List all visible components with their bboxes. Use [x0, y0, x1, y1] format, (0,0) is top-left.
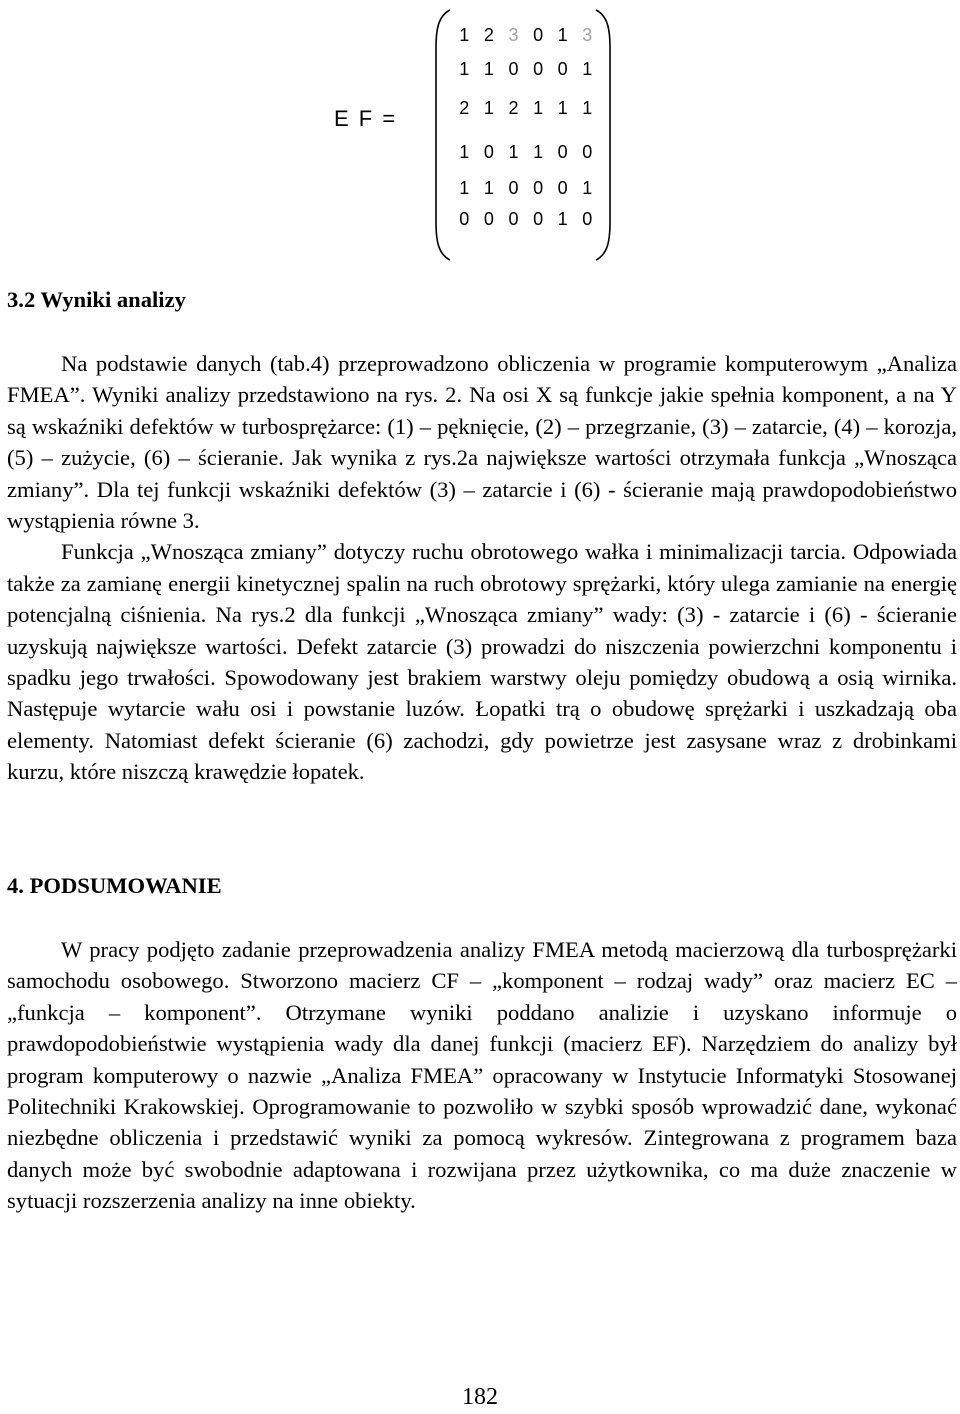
matrix-cell: 1 — [557, 209, 568, 229]
matrix-cell: 1 — [533, 142, 544, 162]
matrix-row-4 — [452, 142, 600, 163]
results-paragraph-2: Funkcja „Wnosząca zmiany” dotyczy ruchu obrotowego wałka i minimalizacji tarcia. Odpowiada także za zamianę energii kinetycznej spalin na ruch obrotowy sprężarki, który ulega zamianie na energię potencjalną ciśnienia. Na rys.2 dla funkcji „Wnosząca zmiany” wady: (3) - zatarcie i (6) - ścieranie uzyskują największe wartości. Defekt zatarcie (3) prowadzi do niszczenia powierzchni komponentu i spadku jego trwałości. Spowodowany jest brakiem warstwy oleju pomiędzy obudową a osią wirnika. Następuje wytarcie wału osi i powstanie luzów. Łopatki trą o obudowę sprężarki i uszkadzają oba elementy. Natomiast defekt ścieranie (6) zachodzi, gdy powietrze jest zasysane wraz z drobinkami kurzu, które niszczą krawędzie łopatek. — [7, 539, 957, 785]
section-heading-summary: 4. PODSUMOWANIE — [7, 873, 222, 898]
matrix-cell: 0 — [508, 59, 519, 79]
section-heading-results: 3.2 Wyniki analizy — [7, 287, 186, 312]
matrix-cell: 1 — [459, 178, 470, 198]
matrix-cell: 3 — [508, 25, 519, 45]
matrix-row-2 — [452, 59, 600, 80]
matrix-row-5 — [452, 178, 600, 199]
matrix-cell: 3 — [582, 25, 593, 45]
matrix-cell: 0 — [557, 178, 568, 198]
matrix-cell: 1 — [582, 59, 593, 79]
matrix-cell: 0 — [483, 142, 494, 162]
matrix-cell: 1 — [483, 98, 494, 118]
matrix-cell: 0 — [533, 25, 544, 45]
matrix-cell: 0 — [557, 142, 568, 162]
left-bracket-icon — [432, 8, 452, 262]
matrix-cell: 0 — [533, 59, 544, 79]
matrix-cell: 0 — [582, 209, 593, 229]
matrix-cell: 1 — [582, 178, 593, 198]
matrix-cell: 2 — [508, 98, 519, 118]
matrix-cell: 0 — [557, 59, 568, 79]
matrix-cell: 0 — [508, 209, 519, 229]
matrix-row-1 — [452, 25, 600, 46]
matrix-cell: 0 — [533, 209, 544, 229]
matrix-cell: 0 — [533, 178, 544, 198]
matrix-cell: 1 — [459, 59, 470, 79]
matrix-row-6 — [452, 209, 600, 230]
page-number: 182 — [462, 1384, 498, 1410]
matrix-ef — [0, 0, 960, 270]
matrix-cell: 0 — [582, 142, 593, 162]
matrix-row-3 — [452, 98, 600, 119]
matrix-cell: 2 — [459, 98, 470, 118]
matrix-cell: 1 — [483, 178, 494, 198]
matrix-cell: 1 — [557, 98, 568, 118]
matrix-cell: 1 — [582, 98, 593, 118]
matrix-label: E F = — [334, 106, 398, 131]
results-body — [7, 348, 957, 788]
matrix-cell: 1 — [459, 142, 470, 162]
matrix-cell: 0 — [508, 178, 519, 198]
matrix-cell: 1 — [459, 25, 470, 45]
matrix-cell: 0 — [459, 209, 470, 229]
matrix-cell: 1 — [483, 59, 494, 79]
matrix-cell: 1 — [508, 142, 519, 162]
summary-paragraph-1: W pracy podjęto zadanie przeprowadzenia analizy FMEA metodą macierzową dla turbosprężarki samochodu osobowego. Stworzono macierz CF – „komponent – rodzaj wady” oraz macierz EC – „funkcja – komponent”. Otrzymane wyniki poddano analizie i uzyskano informuje o prawdopodobieństwie wystąpienia wady dla danej funkcji (macierz EF). Narzędziem do analizy był program komputerowy o nazwie „Analiza FMEA” opracowany w Instytucie Informatyki Stosowanej Politechniki Krakowskiej. Oprogramowanie to pozwoliło w szybki sposób wprowadzić dane, wykonać niezbędne obliczenia i przedstawić wyniki za pomocą wykresów. Zintegrowana z programem baza danych może być swobodnie adaptowana i rozwijana przez użytkownika, co ma duże znaczenie w sytuacji rozszerzenia analizy na inne obiekty. — [7, 937, 957, 1214]
matrix-cell: 2 — [483, 25, 494, 45]
summary-body — [7, 934, 957, 1217]
matrix-cell: 1 — [557, 25, 568, 45]
matrix-cell: 1 — [533, 98, 544, 118]
matrix-cell: 0 — [483, 209, 494, 229]
results-paragraph-1: Na podstawie danych (tab.4) przeprowadzono obliczenia w programie komputerowym „Analiza FMEA”. Wyniki analizy przedstawiono na rys. 2. Na osi X są funkcje jakie spełnia komponent, a na Y są wskaźniki defektów w turbosprężarce: (1) – pęknięcie, (2) – przegrzanie, (3) – zatarcie, (4) – korozja, (5) – zużycie, (6) – ścieranie. Jak wynika z rys.2a największe wartości otrzymała funkcja „Wnosząca zmiany”. Dla tej funkcji wskaźniki defektów (3) – zatarcie i (6) - ścieranie mają prawdopodobieństwo wystąpienia równe 3. — [7, 351, 957, 534]
